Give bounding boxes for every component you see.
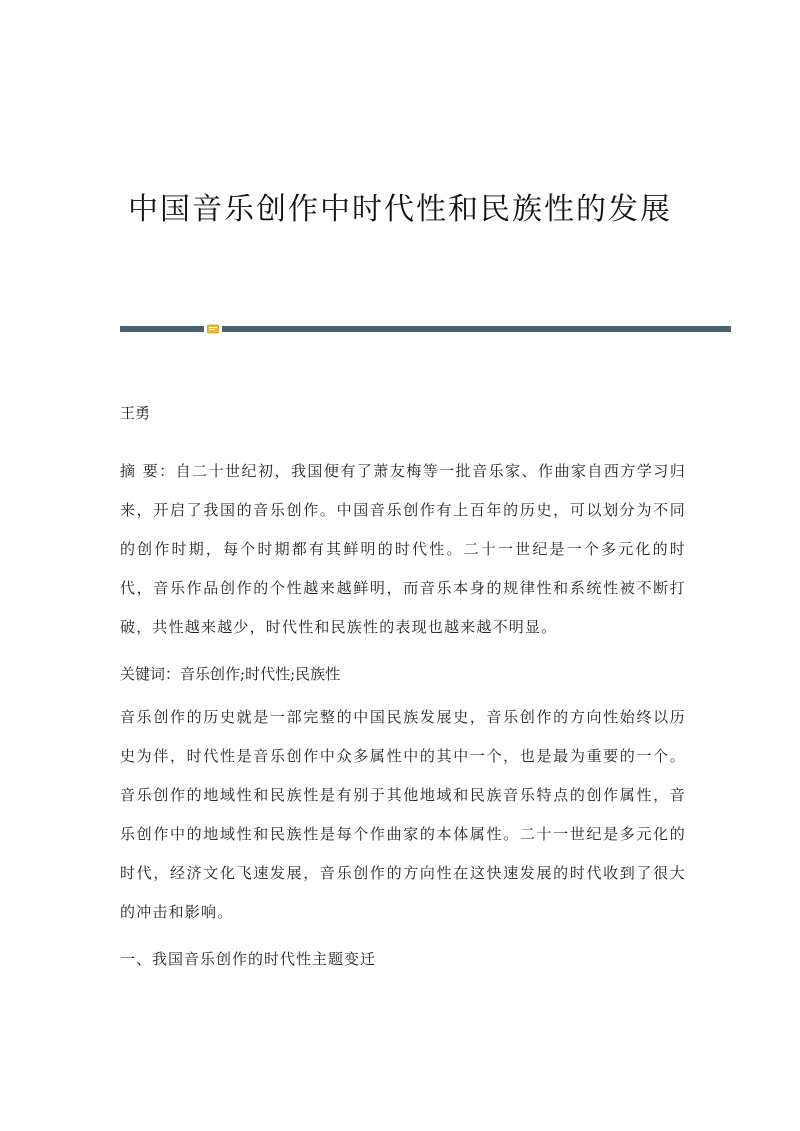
abstract-label: 摘 要： <box>120 462 176 480</box>
document-content <box>120 400 686 972</box>
keywords-text: 音乐创作;时代性;民族性 <box>180 665 341 683</box>
abstract-text: 自二十世纪初，我国便有了萧友梅等一批音乐家、作曲家自西方学习归来，开启了我国的音乐创作。中国音乐创作有上百年的历史，可以划分为不同的创作时期，每个时期都有其鲜明的时代性。二十一世纪是一个多元化的时代，音乐作品创作的个性越来越鲜明，而音乐本身的规律性和系统性被不断打破，共性越来越少，时代性和民族性的表现也越来越不明显。 <box>120 462 686 636</box>
abstract-paragraph <box>120 452 686 647</box>
body-paragraph: 音乐创作的历史就是一部完整的中国民族发展史，音乐创作的方向性始终以历史为伴，时代性是音乐创作中众多属性中的其中一个，也是最为重要的一个。音乐创作的地域性和民族性是有别于其他地域和民族音乐特点的创作属性，音乐创作中的地域性和民族性是每个作曲家的本体属性。二十一世纪是多元化的时代，经济文化飞速发展，音乐创作的方向性在这快速发展的时代收到了很大的冲击和影响。 <box>120 708 686 921</box>
divider-bar-left <box>120 326 204 332</box>
document-title: 中国音乐创作中时代性和民族性的发展 <box>128 192 672 227</box>
section-heading: 一、我国音乐创作的时代性主题变迁 <box>120 950 377 968</box>
keywords-line <box>120 661 686 687</box>
keywords-label: 关键词： <box>120 665 181 683</box>
divider-bar-right <box>222 326 731 332</box>
author-name: 王勇 <box>120 404 151 422</box>
document-emblem-icon <box>207 324 219 334</box>
title-divider <box>120 325 731 333</box>
